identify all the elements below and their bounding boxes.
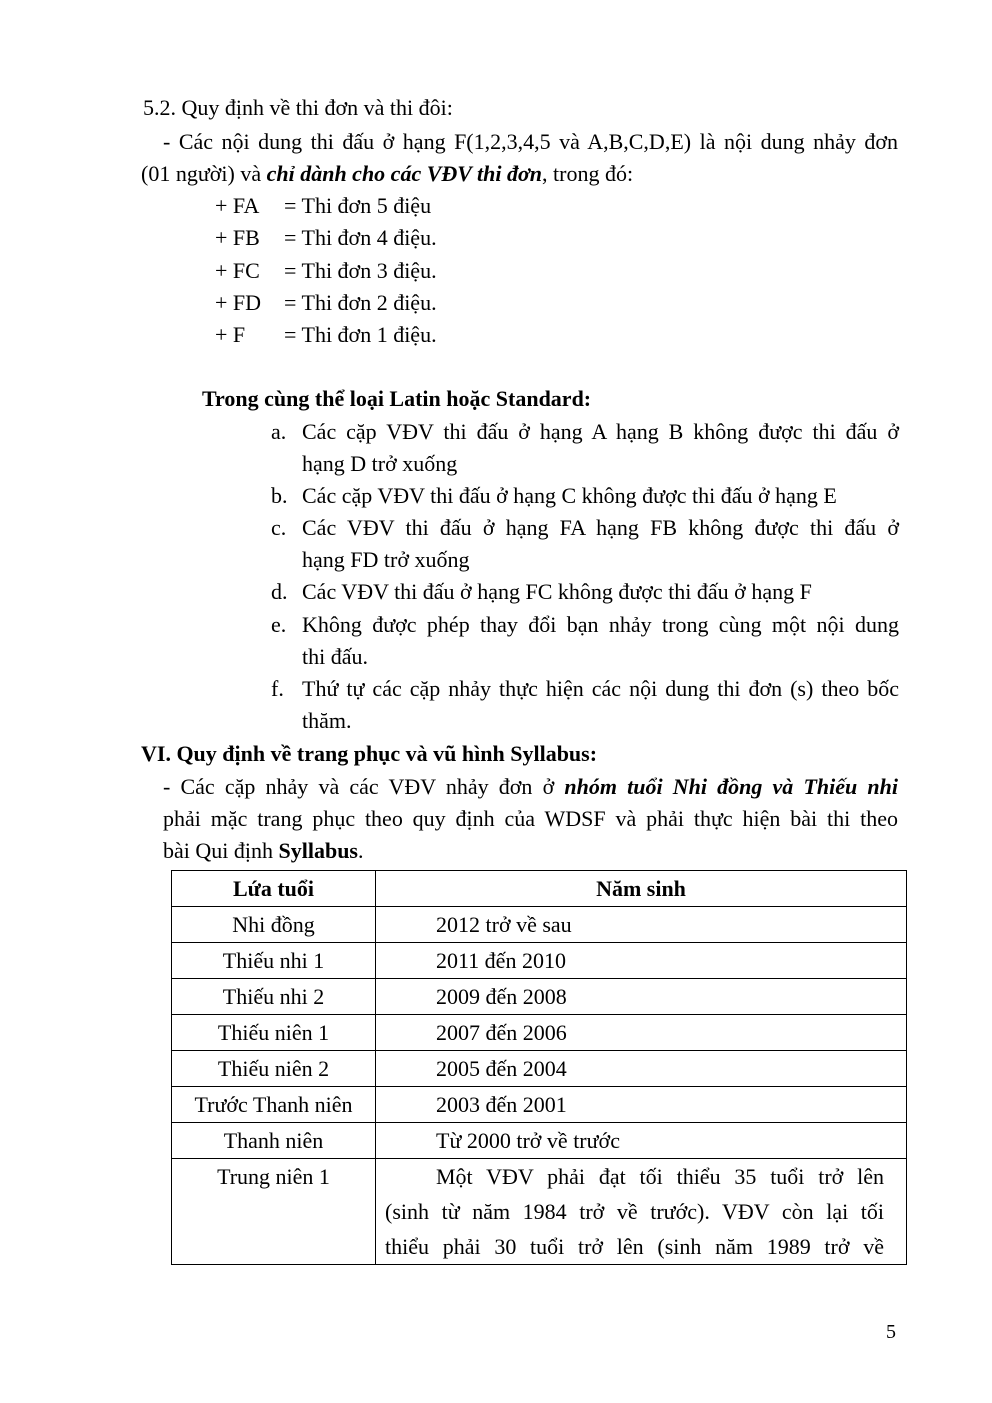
birth-year-cell: 2005 đến 2004 [376,1051,907,1087]
list-marker: e. [271,612,287,637]
paragraph-prefix: (01 người) và [141,161,267,186]
format-rule-desc: = Thi đơn 3 điệu. [284,258,437,283]
section-vi-heading: VI. Quy định về trang phục và vũ hình Syllabus: [141,741,598,766]
age-group-cell: Thiếu niên 2 [172,1051,376,1087]
age-group-cell: Thanh niên [172,1123,376,1159]
format-rule-code: + FB [215,225,260,250]
section-5-2-paragraph-line-1: - Các nội dung thi đấu ở hạng F(1,2,3,4,5 và A,B,C,D,E) là nội dung nhảy đơn [163,129,898,154]
birth-year-line: thiểu phải 30 tuổi trở lên (sinh năm 1989 trở về [385,1234,884,1259]
table-row [172,1015,907,1051]
table-row [172,1123,907,1159]
birth-year-line: (sinh từ năm 1984 trở về trước). VĐV còn lại tối [385,1199,884,1224]
list-item-line: Không được phép thay đổi bạn nhảy trong cùng một nội dung [302,612,899,637]
birth-year-cell: Từ 2000 trở về trước [376,1123,907,1159]
age-group-cell: Trước Thanh niên [172,1087,376,1123]
list-marker: c. [271,515,287,540]
list-item-line: Các VĐV thi đấu ở hạng FC không được thi đấu ở hạng F [302,579,812,604]
table-row [172,1159,907,1265]
page-number: 5 [886,1321,896,1343]
section-vi-prefix: - Các cặp nhảy và các VĐV nhảy đơn ở [163,774,565,799]
birth-year-cell [376,1159,907,1265]
table-row [172,1087,907,1123]
syllabus-term: Syllabus [278,838,358,863]
format-rule-code: + FC [215,258,260,283]
birth-year-cell: 2012 trở về sau [376,907,907,943]
paragraph-suffix: , trong đó: [542,161,634,186]
format-rule-desc: = Thi đơn 5 điệu [284,193,432,218]
list-marker: b. [271,483,288,508]
format-rule-fd [215,287,437,319]
list-item-line: thăm. [302,708,352,733]
table-row [172,979,907,1015]
list-item-line: Các VĐV thi đấu ở hạng FA hạng FB không được thi đấu ở [302,515,899,540]
format-rule-fb [215,222,437,254]
birth-year-cell: 2009 đến 2008 [376,979,907,1015]
list-marker: f. [271,676,284,701]
list-item-line: Thứ tự các cặp nhảy thực hiện các nội dung thi đơn (s) theo bốc [302,676,899,701]
table-row [172,1051,907,1087]
birth-year-cell: 2011 đến 2010 [376,943,907,979]
table-header-birth-year: Năm sinh [376,871,907,907]
section-vi-line-2: phải mặc trang phục theo quy định của WDSF và phải thực hiện bài thi theo [163,806,898,831]
birth-year-cell: 2007 đến 2006 [376,1015,907,1051]
format-rule-desc: = Thi đơn 2 điệu. [284,290,437,315]
format-rule-code: + FD [215,290,262,315]
list-item-line: hạng FD trở xuống [302,547,470,572]
category-rules-heading: Trong cùng thể loại Latin hoặc Standard: [202,386,592,411]
birth-year-line: Một VĐV phải đạt tối thiểu 35 tuổi trở lên [436,1164,884,1189]
list-item-line: Các cặp VĐV thi đấu ở hạng C không được thi đấu ở hạng E [302,483,837,508]
format-rule-fc [215,255,437,287]
table-row [172,907,907,943]
format-rule-code: + F [215,322,246,347]
age-group-cell: Thiếu niên 1 [172,1015,376,1051]
list-item-line: Các cặp VĐV thi đấu ở hạng A hạng B không được thi đấu ở [302,419,899,444]
format-rule-fa [215,190,431,222]
age-group-cell: Thiếu nhi 2 [172,979,376,1015]
age-group-cell: Trung niên 1 [172,1159,376,1265]
section-vi-line-3 [163,835,364,867]
list-marker: a. [271,419,287,444]
section-vi-line3-suffix: . [358,838,364,863]
table-header-age-group: Lứa tuổi [172,871,376,907]
section-5-2-paragraph-line-2 [141,158,633,190]
age-group-cell: Nhi đồng [172,907,376,943]
emphasis-age-groups: nhóm tuổi Nhi đồng và Thiếu nhi [564,774,898,799]
format-rule-f [215,319,437,351]
section-vi-line-1 [163,771,898,803]
format-rule-desc: = Thi đơn 4 điệu. [284,225,437,250]
table-header-row [172,871,907,907]
age-group-cell: Thiếu nhi 1 [172,943,376,979]
birth-year-cell: 2003 đến 2001 [376,1087,907,1123]
list-marker: d. [271,579,288,604]
emphasis-single-athletes: chỉ dành cho các VĐV thi đơn [266,161,543,186]
list-item-line: thi đấu. [302,644,368,669]
table-row [172,943,907,979]
list-item-line: hạng D trở xuống [302,451,458,476]
age-group-table [171,870,907,1265]
section-5-2-heading: 5.2. Quy định về thi đơn và thi đôi: [143,95,453,120]
format-rule-desc: = Thi đơn 1 điệu. [284,322,437,347]
format-rule-code: + FA [215,193,260,218]
section-vi-line3-prefix: bài Qui định [163,838,279,863]
